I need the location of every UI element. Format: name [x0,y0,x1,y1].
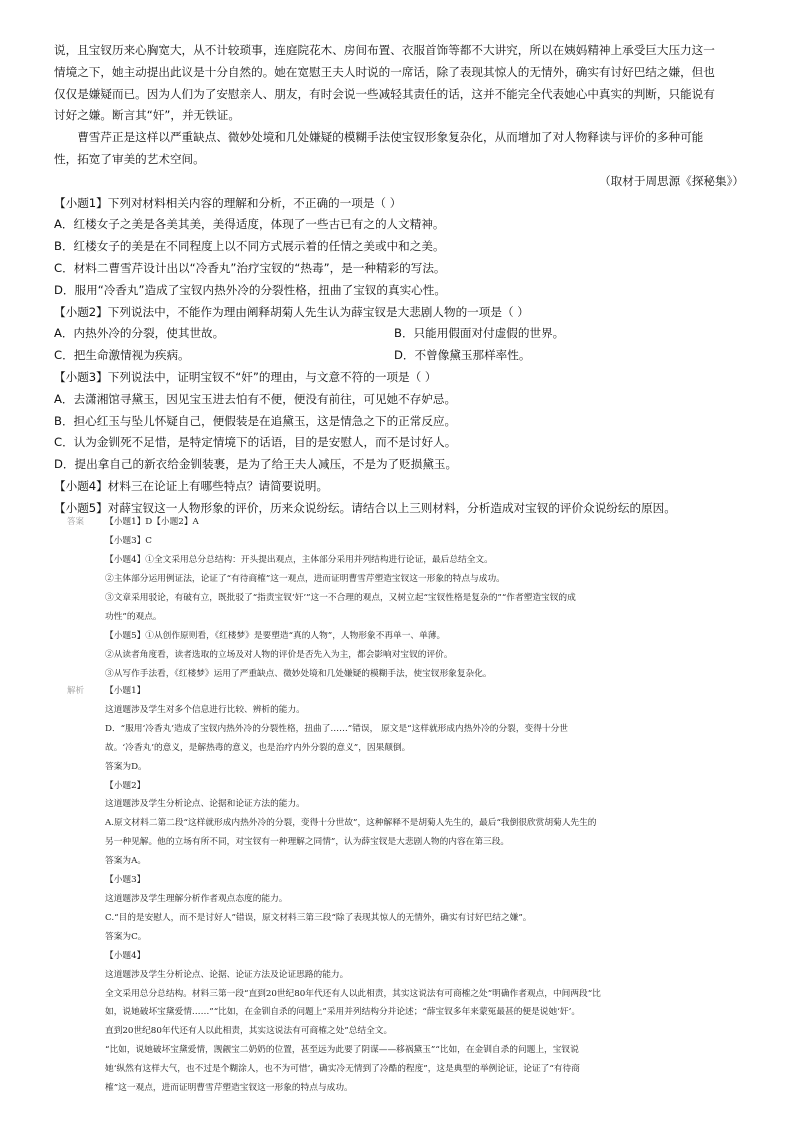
question-2-options-row-1 [54,323,744,345]
answer-line: ②从读者角度看，读者选取的立场及对人物的评价是否先入为主，都会影响对宝钗的评价。 [105,650,453,660]
analysis-line: 另一种见解。他的立场有所不同，对宝钗有一种理解之同情”，认为薛宝钗是大悲剧人物的内容在第三段。 [105,837,510,848]
text-line: 说，且宝钗历来心胸宽大，从不计较琐事，连庭院花木、房间布置、衣服首饰等都不大讲究，所以在姨妈精神上承受巨大压力这一 [54,43,715,57]
question-2-stem: 【小题2】下列说法中，不能作为理由阐释胡菊人先生认为薛宝钗是大悲剧人物的一项是（ ） [54,304,529,319]
question-1-option-b: B．红楼女子的美是在不同程度上以不同方式展示着的任情之美或中和之美。 [54,239,445,254]
analysis-line: 答案为A。 [105,856,147,867]
text-line: 情境之下，她主动提出此议是十分自然的。她在宽慰王夫人时说的一席话，除了表现其惊人的无情外，确实有讨好巴结之嫌，但也 [54,64,715,79]
analysis-line: 如，说她破坏宝黛爱情……”“比如，在金钏自杀的问题上”采用并列结构分并论述；“薛宝钗多年来蒙冤最甚的便是说她‘奸’。 [105,1007,581,1018]
source-citation: （取材于周思源《探秘集》） [599,173,744,188]
analysis-line: A.原文材料二第二段“这样就形成内热外冷的分裂，变得十分世故”，这种解释不是胡菊人先生的，最后“我倒很欣赏胡菊人先生的 [105,818,597,829]
analysis-line: 答案为C。 [105,931,147,942]
answer-line: 【小题5】①从创作原则看，《红楼梦》是要塑造“真的人物”，人物形象不再单一、单薄。 [105,631,446,641]
answer-line: 【小题4】①全文采用总分总结构：开头提出观点，主体部分采用并列结构进行论证，最后总结全文。 [105,555,493,565]
analysis-line: 榷”这一观点，进而证明曹雪芹塑造宝钗这一形象的特点与成功。 [105,1083,353,1094]
analysis-line: D．“服用‘冷香丸’造成了宝钗内热外冷的分裂性格，扭曲了……”错误， 原文是“这样就形成内热外冷的分裂，变得十分世 [105,723,568,734]
analysis-line: C.“目的是安慰人，而不是讨好人”错误，原文材料三第三段“除了表现其惊人的无情外，确实有讨好巴结之嫌”。 [105,912,532,923]
question-3-option-a: A．去潇湘馆寻黛玉，因见宝玉进去怕有不便，便没有前往，可见她不存妒忌。 [54,391,457,406]
answer-line: 【小题3】C [105,536,152,546]
analysis-line: “比如，说她破坏宝黛爱情，觊觎宝二奶奶的位置，甚至远为此要了阴谋——移祸黛玉”“比如，在金钏自杀的问题上，宝钗说 [105,1045,579,1056]
question-4: 【小题4】材料三在论证上有哪些特点？请简要说明。 [54,478,329,493]
question-1-option-a: A．红楼女子之美是各美其美，美得适度，体现了一些古已有之的人文精神。 [54,217,445,232]
answer-body [105,513,747,684]
question-1-stem: 【小题1】下列对材料相关内容的理解和分析，不正确的一项是（ ） [54,195,402,210]
analysis-line: 这道题涉及学生对多个信息进行比较、辨析的能力。 [105,704,305,715]
question-2-options-row-2 [54,345,744,367]
text-line: 讨好之嫌。断言其“奸”，并无铁证。 [54,108,240,123]
analysis-line: 这道题涉及学生分析论点、论据、论证方法及论证思路的能力。 [105,969,349,980]
question-5: 【小题5】对薛宝钗这一人物形象的评价，历来众说纷纭。请结合以上三则材料，分析造成对宝钗的评价众说纷纭的原因。 [54,500,676,515]
question-3-stem: 【小题3】下列说法中，证明宝钗不“奸”的理由，与文意不符的一项是（ ） [54,369,437,384]
analysis-section [67,682,747,1098]
question-3-option-c: C．认为金钏死不足惜，是特定情境下的话语，目的是安慰人，而不是讨好人。 [54,435,457,450]
reading-passage [54,40,744,520]
answer-line: 功性”的观点。 [105,612,162,622]
analysis-line: 全文采用总分总结构。材料三第一段“直到20世纪80年代还有人以此相责，其实这说法有可商榷之处”明确作者观点，中间两段“比 [105,988,601,999]
analysis-line: 她‘纵然有这样大气，也不过是个糊涂人，也不为可惜’，确实冷无情到了冷酷的程度”，这是典型的举例论证，论证了“有待商 [105,1064,580,1075]
question-3-option-d: D．提出拿自己的新衣给金钏装裹，是为了给王夫人减压，不是为了贬损黛玉。 [54,457,458,472]
answer-section [67,513,747,684]
analysis-body [105,682,747,1098]
analysis-line: 【小题4】 [105,950,146,961]
answer-line: ③从写作手法看，《红楼梦》运用了严重缺点、微妙处境和几处嫌疑的模糊手法，使宝钗形象复杂化。 [105,669,492,679]
analysis-line: 故。‘冷香丸’的意义，是解热毒的意义，也是治疗内外分裂的意义”，因果颠倒。 [105,742,411,753]
answer-label: 答案 [67,517,85,527]
text-line: 曹雪芹正是这样以严重缺点、微妙处境和几处嫌疑的模糊手法使宝钗形象复杂化，从而增加了对人物释读与评价的多种可能 [77,130,704,145]
answer-line: ②主体部分运用例证法，论证了“有待商榷”这一观点，进而证明曹雪芹塑造宝钗这一形象的特点与成功。 [105,574,505,584]
question-3-option-b: B．担心红玉与坠儿怀疑自己，便假装是在追黛玉，这是情急之下的正常反应。 [54,413,457,428]
question-2-option-a: A．内热外冷的分裂，使其世故。 [54,326,225,341]
question-2-option-c: C．把生命激情视为疾病。 [54,348,190,363]
question-2-option-d: D．不曾像黛玉那样率性。 [394,348,531,363]
analysis-line: 这道题涉及学生理解分析作者观点态度的能力。 [105,893,288,904]
question-1-option-d: D．服用“冷香丸”造成了宝钗内热外冷的分裂性格，扭曲了宝钗的真实心性。 [54,282,446,297]
text-line: 仅仅是嫌疑而已。因为人们为了安慰亲人、朋友，有时会说一些减轻其责任的话，这并不能完全代表她心中真实的判断，只能说有 [54,86,715,101]
analysis-label: 解析 [67,686,85,696]
analysis-line: 【小题1】 [105,686,146,696]
answer-line: 【小题1】D【小题2】A [105,517,199,527]
analysis-line: 【小题2】 [105,780,146,791]
analysis-line: 直到20世纪80年代还有人以此相责，其实这说法有可商榷之处”总结全文。 [105,1026,393,1037]
analysis-line: 答案为D。 [105,761,147,772]
text-line: 性，拓宽了审美的艺术空间。 [54,151,205,166]
answer-line: ③文章采用驳论，有破有立，既批驳了“指责宝钗‘奸’”这一不合理的观点，又树立起“宝钗性格是复杂的”“作者塑造宝钗的成 [105,593,576,603]
analysis-line: 【小题3】 [105,875,146,886]
question-2-option-b: B．只能用假面对付虚假的世界。 [394,326,565,341]
question-1-option-c: C．材料二曹雪芹设计出以“冷香丸”治疗宝钗的“热毒”，是一种精彩的写法。 [54,260,446,275]
analysis-line: 这道题涉及学生分析论点、论据和论证方法的能力。 [105,799,305,810]
